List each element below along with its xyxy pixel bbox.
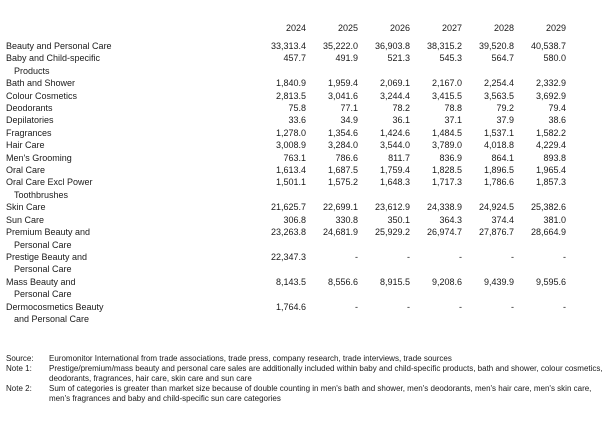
year-header: 2026 xyxy=(389,23,410,33)
value-cell: 3,789.0 xyxy=(431,140,462,151)
value-cell: 1,717.3 xyxy=(431,177,462,188)
table-body xyxy=(6,40,566,325)
value-cell: 35,222.0 xyxy=(322,41,358,51)
value-cell: 1,759.4 xyxy=(379,165,410,176)
value-cell: 3,544.0 xyxy=(379,140,410,151)
value-cell: 8,143.5 xyxy=(275,276,306,287)
value-cell: 24,924.5 xyxy=(478,202,514,213)
year-header: 2029 xyxy=(545,23,566,33)
value-cell: 78.2 xyxy=(392,103,410,114)
value-cell: 864.1 xyxy=(491,152,514,163)
value-cell: 23,263.8 xyxy=(270,227,306,238)
row-label-continuation: Personal Care xyxy=(14,239,72,250)
value-cell: 330.8 xyxy=(335,214,358,225)
value-cell: 79.2 xyxy=(496,103,514,114)
value-cell: 491.9 xyxy=(335,53,358,64)
row-label-text: Baby and Child-specific xyxy=(6,53,101,64)
value-cell: 564.7 xyxy=(491,53,514,64)
value-cell: 1,786.6 xyxy=(483,177,514,188)
value-cell: 27,876.7 xyxy=(478,227,514,238)
value-cell: 1,537.1 xyxy=(483,127,514,138)
row-label-text: Depilatories xyxy=(6,115,54,126)
value-cell: 457.7 xyxy=(283,53,306,64)
value-cell: - xyxy=(511,251,514,262)
value-cell: 3,041.6 xyxy=(327,90,358,101)
value-cell: 2,813.5 xyxy=(275,90,306,101)
value-cell: 36,903.8 xyxy=(374,41,410,51)
note-text: Prestige/premium/mass beauty and personal care sales are additionally included within baby and child-specific products, bath and shower, colour cosmetics, deodorants, fragrances, hair care, skin care and sun care xyxy=(49,364,603,383)
row-label xyxy=(6,127,254,139)
value-cell: 75.8 xyxy=(288,103,306,114)
table-row xyxy=(6,52,566,77)
value-cell: 1,501.1 xyxy=(275,177,306,188)
value-cell: 1,687.5 xyxy=(327,165,358,176)
table-row xyxy=(6,226,566,251)
value-cell: 1,965.4 xyxy=(535,165,566,176)
value-cell: 37.1 xyxy=(444,115,462,126)
market-size-table xyxy=(6,22,566,325)
row-label-text: Sun Care xyxy=(6,214,45,225)
value-cell: 77.1 xyxy=(340,103,358,114)
value-cell: 23,612.9 xyxy=(374,202,410,213)
value-cell: - xyxy=(563,301,566,312)
value-cell: 24,338.9 xyxy=(426,202,462,213)
note-key: Note 1: xyxy=(6,364,32,373)
row-label xyxy=(6,214,254,226)
value-cell: 1,828.5 xyxy=(431,165,462,176)
row-label-continuation: Products xyxy=(14,65,50,76)
row-label xyxy=(6,77,254,89)
value-cell: 4,018.8 xyxy=(483,140,514,151)
value-cell: 9,595.6 xyxy=(535,276,566,287)
value-cell: - xyxy=(459,251,462,262)
value-cell: 1,484.5 xyxy=(431,127,462,138)
row-label xyxy=(6,251,254,276)
value-cell: 40,538.7 xyxy=(530,41,566,51)
value-cell: 374.4 xyxy=(491,214,514,225)
row-label-text: Premium Beauty and xyxy=(6,227,91,238)
row-label xyxy=(6,52,254,77)
value-cell: 3,692.9 xyxy=(535,90,566,101)
year-header: 2025 xyxy=(337,23,358,33)
value-cell: 28,664.9 xyxy=(530,227,566,238)
row-label-text: Skin Care xyxy=(6,202,46,213)
row-label xyxy=(6,139,254,151)
row-label xyxy=(6,152,254,164)
value-cell: 21,625.7 xyxy=(270,202,306,213)
table-row xyxy=(6,114,566,126)
row-label-continuation: Personal Care xyxy=(14,264,72,275)
value-cell: 364.3 xyxy=(439,214,462,225)
row-label-text: Prestige Beauty and xyxy=(6,251,88,262)
value-cell: 78.8 xyxy=(444,103,462,114)
row-label xyxy=(6,102,254,114)
row-label-text: Oral Care xyxy=(6,165,46,176)
value-cell: 381.0 xyxy=(543,214,566,225)
value-cell: 2,069.1 xyxy=(379,78,410,89)
row-label xyxy=(6,164,254,176)
notes-section xyxy=(6,354,606,404)
value-cell: 3,563.5 xyxy=(483,90,514,101)
value-cell: 38.6 xyxy=(548,115,566,126)
value-cell: 1,582.2 xyxy=(535,127,566,138)
table-row xyxy=(6,77,566,89)
table-row xyxy=(6,102,566,114)
row-label xyxy=(6,301,254,326)
value-cell: 3,415.5 xyxy=(431,90,462,101)
value-cell: 1,896.5 xyxy=(483,165,514,176)
table-row xyxy=(6,301,566,326)
corner-cell xyxy=(6,22,254,40)
value-cell: 3,284.0 xyxy=(327,140,358,151)
row-label-continuation: Personal Care xyxy=(14,289,72,300)
row-label-text: Mass Beauty and xyxy=(6,276,76,287)
value-cell: 26,974.7 xyxy=(426,227,462,238)
row-label-text: Deodorants xyxy=(6,103,53,114)
value-cell: 521.3 xyxy=(387,53,410,64)
row-label-text: Beauty and Personal Care xyxy=(6,41,112,51)
row-label xyxy=(6,201,254,213)
value-cell: 306.8 xyxy=(283,214,306,225)
value-cell: 1,764.6 xyxy=(275,301,306,312)
value-cell: 786.6 xyxy=(335,152,358,163)
year-header: 2028 xyxy=(493,23,514,33)
note-2 xyxy=(6,384,606,404)
value-cell: 1,959.4 xyxy=(327,78,358,89)
value-cell: 893.8 xyxy=(543,152,566,163)
value-cell: 1,648.3 xyxy=(379,177,410,188)
value-cell: 9,208.6 xyxy=(431,276,462,287)
row-label-text: Men's Grooming xyxy=(6,152,72,163)
value-cell: 2,167.0 xyxy=(431,78,462,89)
value-cell: 22,347.3 xyxy=(270,251,306,262)
row-label xyxy=(6,226,254,251)
value-cell: 34.9 xyxy=(340,115,358,126)
row-label xyxy=(6,114,254,126)
value-cell: 39,520.8 xyxy=(478,41,514,51)
value-cell: 811.7 xyxy=(388,152,410,163)
value-cell: 580.0 xyxy=(543,53,566,64)
value-cell: - xyxy=(355,301,358,312)
table-row xyxy=(6,152,566,164)
value-cell: 4,229.4 xyxy=(535,140,566,151)
value-cell: 8,915.5 xyxy=(379,276,410,287)
value-cell: 8,556.6 xyxy=(327,276,358,287)
table-row xyxy=(6,139,566,151)
value-cell: 350.1 xyxy=(387,214,410,225)
value-cell: 79.4 xyxy=(548,103,566,114)
value-cell: 2,332.9 xyxy=(535,78,566,89)
table-row xyxy=(6,176,566,201)
row-label-text: Oral Care Excl Power xyxy=(6,177,93,188)
note-text: Sum of categories is greater than market size because of double counting in men's bath and shower, men's deodorants, men's hair care, men's skin care, men's fragrances and baby and child-specific sun care categories xyxy=(49,384,592,403)
value-cell: 1,613.4 xyxy=(275,165,306,176)
value-cell: 1,575.2 xyxy=(327,177,358,188)
table-row xyxy=(6,214,566,226)
value-cell: 545.3 xyxy=(439,53,462,64)
note-key: Note 2: xyxy=(6,384,32,393)
table-row xyxy=(6,40,566,52)
note-1 xyxy=(6,364,606,384)
row-label-continuation: Toothbrushes xyxy=(14,189,69,200)
row-label xyxy=(6,176,254,201)
table-row xyxy=(6,164,566,176)
value-cell: - xyxy=(511,301,514,312)
row-label-continuation: and Personal Care xyxy=(14,313,90,324)
row-label-text: Dermocosmetics Beauty xyxy=(6,301,104,312)
value-cell: 38,315.2 xyxy=(426,41,462,51)
value-cell: 1,278.0 xyxy=(275,127,306,138)
value-cell: 9,439.9 xyxy=(483,276,514,287)
row-label-text: Colour Cosmetics xyxy=(6,90,78,101)
table-row xyxy=(6,90,566,102)
value-cell: 1,840.9 xyxy=(275,78,306,89)
note-text: Euromonitor International from trade associations, trade press, company research, trade interviews, trade sources xyxy=(49,354,452,363)
value-cell: 763.1 xyxy=(283,152,306,163)
value-cell: 3,244.4 xyxy=(379,90,410,101)
row-label-text: Hair Care xyxy=(6,140,45,151)
value-cell: 836.9 xyxy=(439,152,462,163)
value-cell: 25,382.6 xyxy=(530,202,566,213)
value-cell: - xyxy=(459,301,462,312)
value-cell: 33,313.4 xyxy=(270,41,306,51)
value-cell: 1,354.6 xyxy=(327,127,358,138)
row-label xyxy=(6,276,254,301)
value-cell: 2,254.4 xyxy=(483,78,514,89)
row-label-text: Bath and Shower xyxy=(6,78,76,89)
value-cell: - xyxy=(355,251,358,262)
row-label xyxy=(6,40,254,52)
year-header-row xyxy=(6,22,566,40)
value-cell: 24,681.9 xyxy=(322,227,358,238)
source-note xyxy=(6,354,606,364)
year-header: 2024 xyxy=(285,23,306,33)
note-key: Source: xyxy=(6,354,34,363)
value-cell: 3,008.9 xyxy=(275,140,306,151)
value-cell: 1,424.6 xyxy=(379,127,410,138)
table-row xyxy=(6,276,566,301)
value-cell: - xyxy=(407,251,410,262)
value-cell: 22,699.1 xyxy=(322,202,358,213)
row-label-text: Fragrances xyxy=(6,127,52,138)
year-header: 2027 xyxy=(441,23,462,33)
value-cell: 25,929.2 xyxy=(374,227,410,238)
value-cell: 33.6 xyxy=(288,115,306,126)
table-row xyxy=(6,127,566,139)
table-row xyxy=(6,251,566,276)
row-label xyxy=(6,90,254,102)
value-cell: - xyxy=(407,301,410,312)
table-row xyxy=(6,201,566,213)
value-cell: - xyxy=(563,251,566,262)
value-cell: 37.9 xyxy=(496,115,514,126)
value-cell: 36.1 xyxy=(392,115,410,126)
value-cell: 1,857.3 xyxy=(535,177,566,188)
